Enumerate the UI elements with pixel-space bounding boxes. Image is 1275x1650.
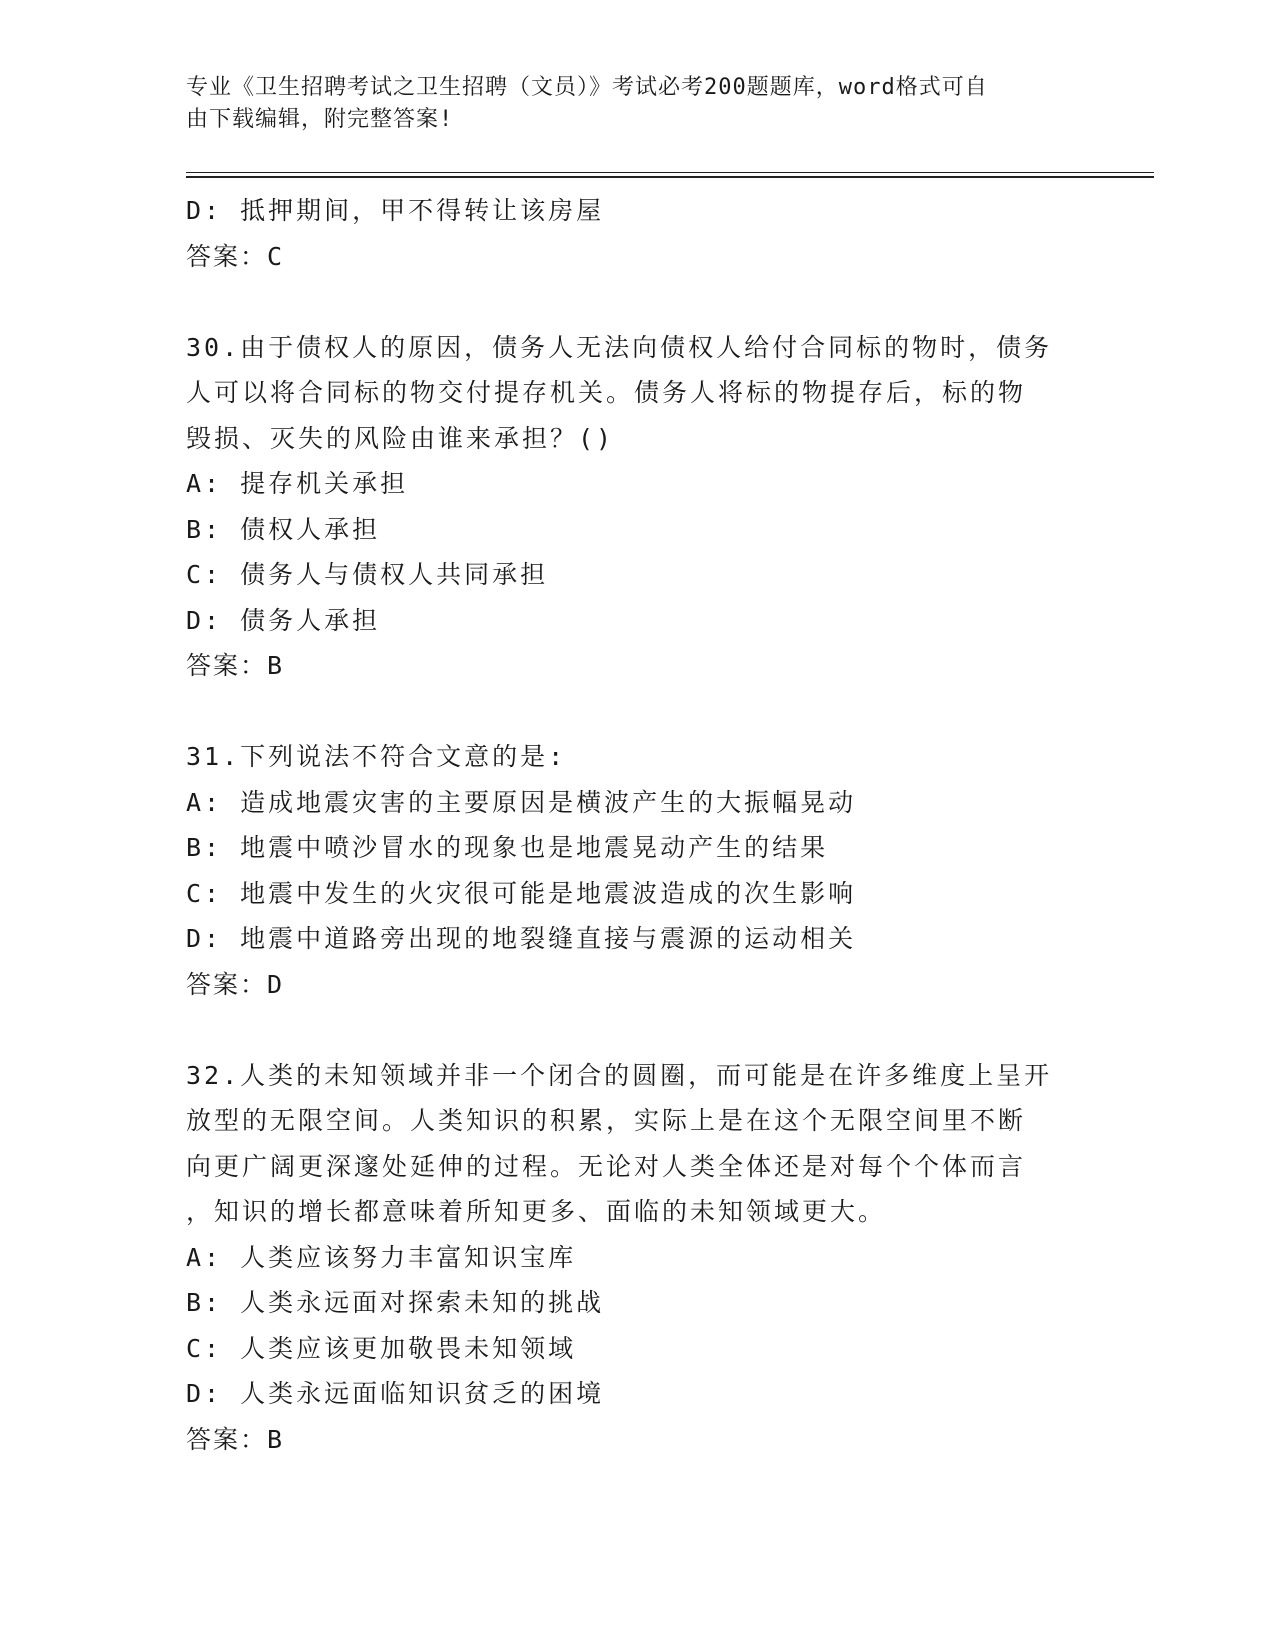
spacer bbox=[186, 689, 1076, 735]
question-stem: 30.由于债权人的原因，债务人无法向债权人给付合同标的物时，债务 bbox=[186, 332, 1053, 362]
option-b: B: 债权人承担 bbox=[186, 514, 381, 544]
option-d: D: 地震中道路旁出现的地裂缝直接与震源的运动相关 bbox=[186, 924, 857, 953]
option-c: C: 人类应该更加敬畏未知领域 bbox=[186, 1333, 577, 1363]
header-divider-thin bbox=[186, 172, 1154, 173]
option-d: D: 抵押期间，甲不得转让该房屋 bbox=[186, 196, 605, 225]
option-b: B: 人类永远面对探索未知的挑战 bbox=[186, 1288, 605, 1317]
option-c: C: 地震中发生的火灾很可能是地震波造成的次生影响 bbox=[186, 878, 857, 908]
option-a: A: 提存机关承担 bbox=[186, 469, 409, 498]
document-header bbox=[186, 72, 1066, 136]
answer: 答案：C bbox=[186, 241, 285, 271]
question-30 bbox=[186, 325, 1076, 689]
option-a: A: 造成地震灾害的主要原因是横波产生的大振幅晃动 bbox=[186, 787, 857, 817]
header-divider-thick bbox=[186, 176, 1154, 178]
header-line-1: 专业《卫生招聘考试之卫生招聘（文员）》考试必考200题题库，word格式可自 bbox=[186, 75, 988, 100]
option-a: A: 人类应该努力丰富知识宝库 bbox=[186, 1242, 577, 1272]
header-line-2: 由下载编辑，附完整答案! bbox=[186, 107, 454, 132]
question-list bbox=[186, 188, 1076, 1462]
answer: 答案：B bbox=[186, 1424, 285, 1454]
question-stem: 放型的无限空间。人类知识的积累，实际上是在这个无限空间里不断 bbox=[186, 1106, 1027, 1135]
question-stem: 人可以将合同标的物交付提存机关。债务人将标的物提存后，标的物 bbox=[186, 378, 1027, 407]
question-stem: 32.人类的未知领域并非一个闭合的圆圈，而可能是在许多维度上呈开 bbox=[186, 1060, 1053, 1090]
option-c: C: 债务人与债权人共同承担 bbox=[186, 560, 549, 589]
option-b: B: 地震中喷沙冒水的现象也是地震晃动产生的结果 bbox=[186, 833, 829, 862]
question-32 bbox=[186, 1053, 1076, 1463]
answer: 答案：B bbox=[186, 651, 285, 680]
option-d: D: 人类永远面临知识贫乏的困境 bbox=[186, 1379, 605, 1408]
question-29-tail bbox=[186, 188, 1076, 279]
spacer bbox=[186, 279, 1076, 325]
question-stem: ，知识的增长都意味着所知更多、面临的未知领域更大。 bbox=[186, 1197, 887, 1226]
question-31 bbox=[186, 734, 1076, 1007]
option-d: D: 债务人承担 bbox=[186, 605, 381, 635]
question-stem: 31.下列说法不符合文意的是: bbox=[186, 742, 567, 771]
question-stem: 向更广阔更深邃处延伸的过程。无论对人类全体还是对每个个体而言 bbox=[186, 1151, 1027, 1181]
question-stem: 毁损、灭失的风险由谁来承担？() bbox=[186, 423, 615, 453]
answer: 答案：D bbox=[186, 969, 285, 999]
spacer bbox=[186, 1007, 1076, 1053]
